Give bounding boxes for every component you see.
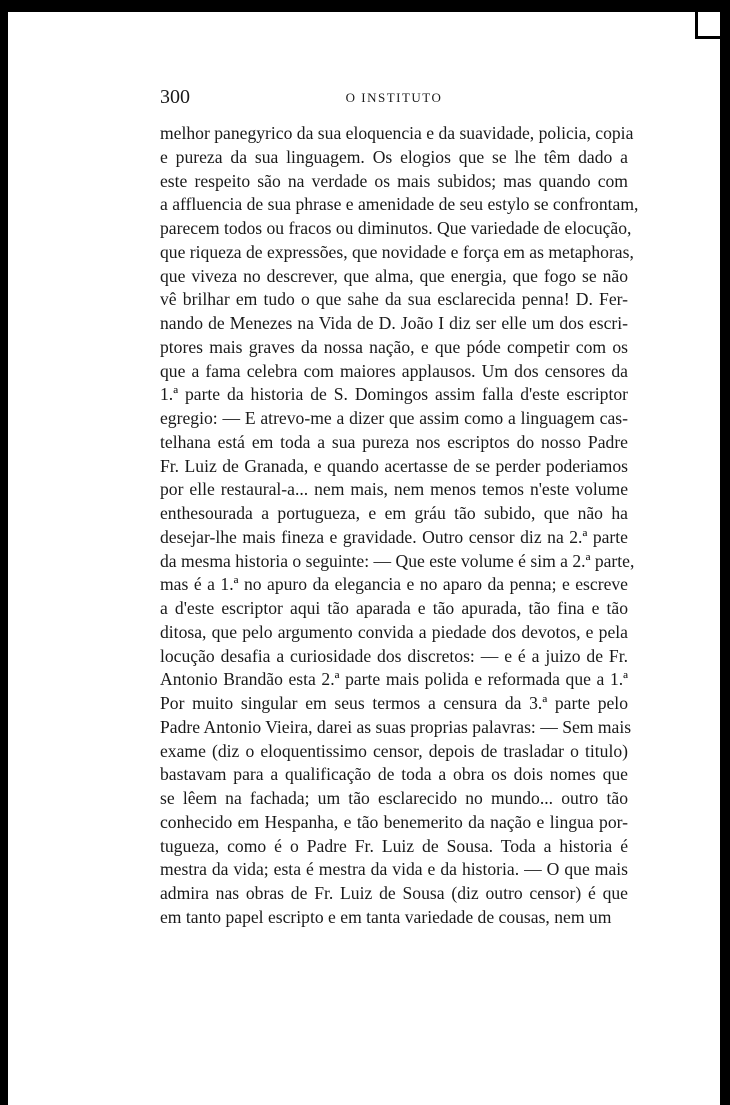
text-line: mestra da vida; esta é mestra da vida e da historia. — O que mais	[160, 859, 628, 880]
text-line: vê brilhar em tudo o que sahe da sua esclarecida penna! D. Fer-	[160, 289, 628, 310]
text-line: se lêem na fachada; um tão esclarecido no mundo... outro tão	[160, 788, 628, 808]
book-page	[160, 86, 639, 930]
text-line: a affluencia de sua phrase e amenidade de seu estylo se confrontam,	[160, 194, 639, 215]
text-line: enthesourada a portugueza, e em gráu tão subido, que não ha	[160, 503, 628, 523]
text-line: admira nas obras de Fr. Luiz de Sousa (diz outro censor) é que	[160, 883, 628, 903]
running-head	[160, 86, 628, 116]
text-line: que a fama celebra com maiores applausos. Um dos censores da	[160, 360, 628, 381]
scan-border-left	[0, 0, 8, 1105]
text-line: da mesma historia o seguinte: — Que este volume é sim a 2.ª parte,	[160, 550, 635, 571]
text-line: 1.ª parte da historia de S. Domingos assim falla d'este escriptor	[160, 384, 628, 405]
text-line: este respeito são na verdade os mais subidos; mas quando com	[160, 170, 628, 191]
text-line: nando de Menezes na Vida de D. João I diz ser elle um dos escri-	[160, 313, 628, 333]
text-line: em tanto papel escripto e em tanta variedade de cousas, nem um	[160, 906, 612, 927]
text-line: ditosa, que pelo argumento convida a piedade dos devotos, e pela	[160, 621, 628, 642]
text-line: conhecido em Hespanha, e tão benemerito da nação e lingua por-	[160, 811, 628, 832]
scan-corner-mark	[695, 12, 720, 39]
text-line: locução desafia a curiosidade dos discretos: — e é a juizo de Fr.	[160, 645, 628, 666]
text-line: ptores mais graves da nossa nação, e que póde competir com os	[160, 336, 628, 357]
text-line: que viveza no descrever, que alma, que energia, que fogo se não	[160, 265, 628, 286]
text-line: telhana está em toda a sua pureza nos escriptos do nosso Padre	[160, 431, 628, 452]
text-line: exame (diz o eloquentissimo censor, depois de trasladar o titulo)	[160, 740, 628, 761]
text-line: melhor panegyrico da sua eloquencia e da suavidade, policia, copia	[160, 123, 634, 143]
running-title: O INSTITUTO	[345, 90, 443, 105]
text-line: Padre Antonio Vieira, darei as suas proprias palavras: — Sem mais	[160, 716, 632, 737]
text-line: que riqueza de expressões, que novidade e força em as metaphoras,	[160, 241, 634, 262]
text-line: Fr. Luiz de Granada, e quando acertasse de se perder poderiamos	[160, 455, 628, 476]
text-line: Antonio Brandão esta 2.ª parte mais polida e reformada que a 1.ª	[160, 669, 628, 690]
text-line: parecem todos ou fracos ou diminutos. Que variedade de elocução,	[160, 218, 632, 238]
text-line: egregio: — E atrevo-me a dizer que assim como a linguagem cas-	[160, 408, 628, 428]
text-line: mas é a 1.ª no apuro da elegancia e no aparo da penna; e escreve	[160, 574, 628, 595]
scan-border-right	[720, 0, 730, 1105]
body-text	[160, 122, 639, 930]
text-line: por elle restaural-a... nem mais, nem menos temos n'este volume	[160, 479, 628, 500]
text-line: Por muito singular em seus termos a censura da 3.ª parte pelo	[160, 693, 628, 713]
text-line: bastavam para a qualificação de toda a obra os dois nomes que	[160, 764, 628, 785]
text-line: desejar-lhe mais fineza e gravidade. Outro censor diz na 2.ª parte	[160, 526, 628, 547]
text-line: tugueza, como é o Padre Fr. Luiz de Sousa. Toda a historia é	[160, 835, 628, 856]
text-line: a d'este escriptor aqui tão aparada e tão apurada, tão fina e tão	[160, 598, 628, 618]
page-number: 300	[160, 86, 190, 108]
scan-border-top	[0, 0, 730, 12]
text-line: e pureza da sua linguagem. Os elogios que se lhe têm dado a	[160, 146, 628, 167]
